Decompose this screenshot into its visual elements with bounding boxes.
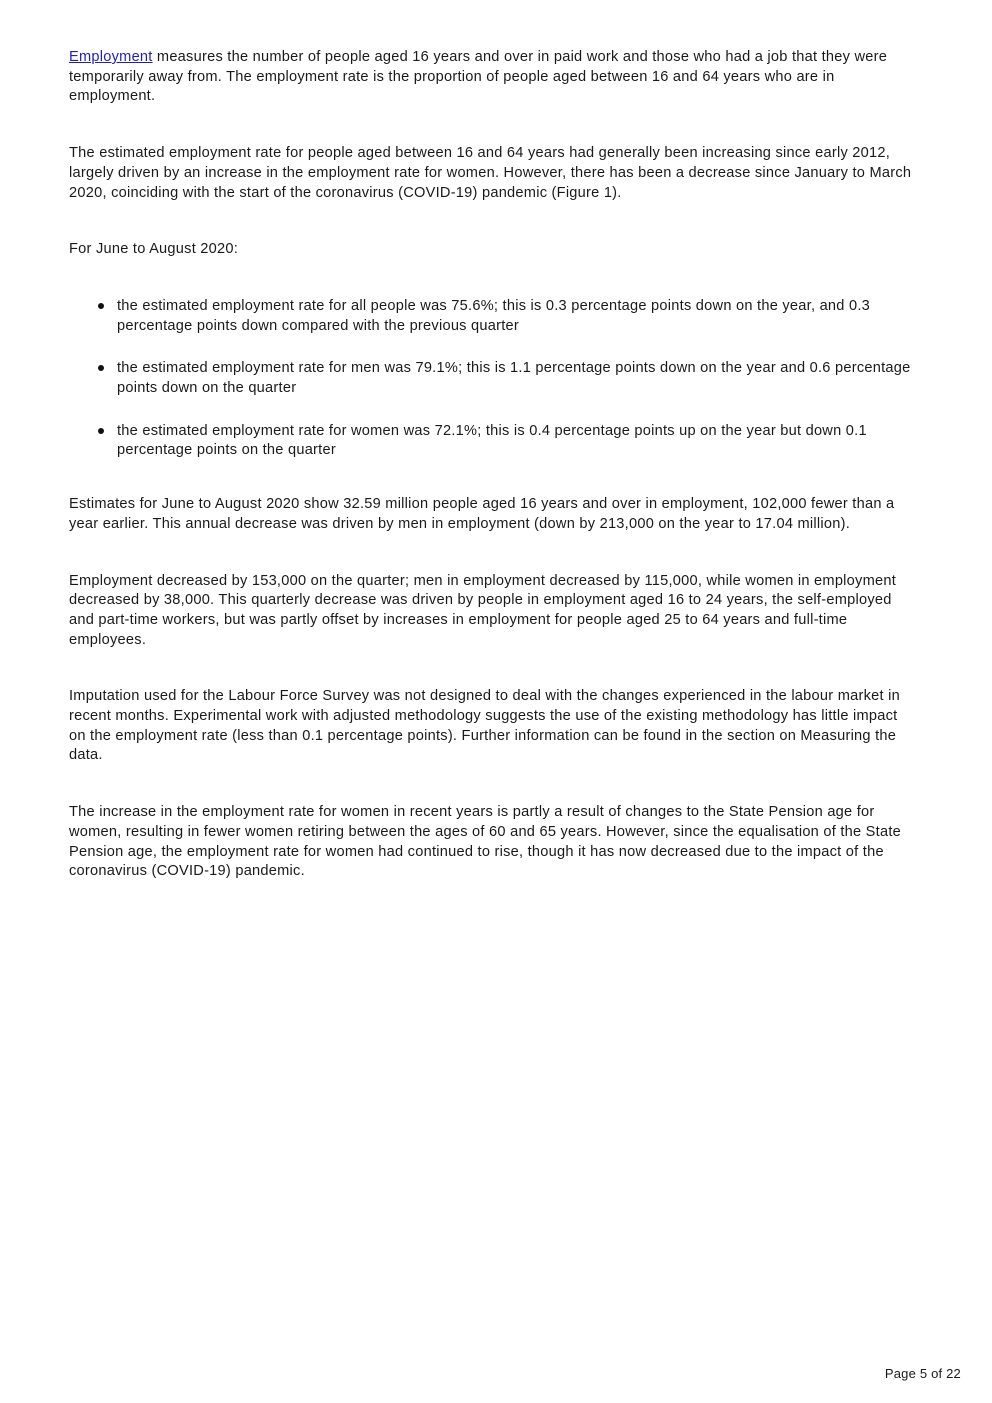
bullet-dot-icon [98, 365, 104, 371]
bullet-item-all-people [69, 297, 917, 336]
bullet-text: the estimated employment rate for all people was 75.6%; this is 0.3 percentage points down on the year, and 0.3 percentage points down compared with the previous quarter [117, 297, 871, 334]
intro-text: measures the number of people aged 16 years and over in paid work and those who had a job that they were temporarily away from. The employment rate is the proportion of people aged between 16 and 64 years who are in employment. [69, 49, 888, 105]
bullet-text: the estimated employment rate for men was 79.1%; this is 1.1 percentage points down on the year and 0.6 percentage points down on the quarter [117, 360, 911, 397]
state-pension-paragraph: The increase in the employment rate for women in recent years is partly a result of changes to the State Pension age for women, resulting in fewer women retiring between the ages of 60 and 65 years. However, since the equalisation of the State Pension age, the employment rate for women had continued to rise, though it has now decreased due to the impact of the coronavirus (COVID-19) pandemic. [69, 804, 902, 880]
bullet-text: the estimated employment rate for women was 72.1%; this is 0.4 percentage points up on the year but down 0.1 percentage points on the quarter [117, 422, 867, 459]
imputation-paragraph: Imputation used for the Labour Force Survey was not designed to deal with the changes experienced in the labour market in recent months. Experimental work with adjusted methodology suggests the use of the existing methodology has little impact on the employment rate (less than 0.1 percentage points). Further information can be found in the section on Measuring the data. [69, 688, 900, 764]
annual-estimates-paragraph: Estimates for June to August 2020 show 32.59 million people aged 16 years and over in employment, 102,000 fewer than a year earlier. This annual decrease was driven by men in employment (down by 213,000 on the year to 17.04 million). [69, 496, 895, 532]
bullet-item-women [69, 422, 917, 461]
employment-trend-paragraph: The estimated employment rate for people aged between 16 and 64 years had generally been increasing since early 2012, largely driven by an increase in the employment rate for women. However, there has been a decrease since January to March 2020, coinciding with the start of the coronavirus (COVID-19) pandemic (Figure 1). [69, 145, 912, 201]
intro-paragraph [69, 48, 917, 107]
bullet-item-men [69, 359, 917, 398]
quarterly-change-paragraph: Employment decreased by 153,000 on the quarter; men in employment decreased by 115,000, while women in employment decreased by 38,000. This quarterly decrease was driven by people in employment aged 16 to 24 years, the self-employed and part-time workers, but was partly offset by increases in employment for people aged 25 to 64 years and full-time employees. [69, 572, 897, 648]
document-body [69, 48, 917, 919]
page-number: Page 5 of 22 [884, 1366, 961, 1381]
bullet-dot-icon [98, 303, 104, 309]
employment-rate-bullet-list [69, 297, 917, 461]
bullet-dot-icon [98, 428, 104, 434]
period-heading-paragraph: For June to August 2020: [69, 241, 239, 258]
employment-link[interactable]: Employment [69, 49, 153, 65]
